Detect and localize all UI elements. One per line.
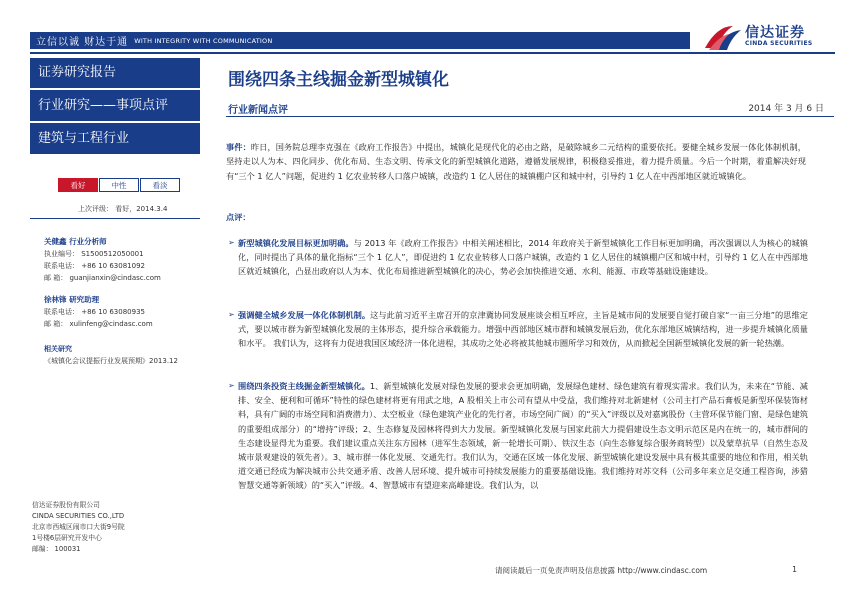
analyst-2 xyxy=(44,294,153,330)
company-info xyxy=(32,500,125,555)
top-divider xyxy=(30,52,835,54)
subhead-divider xyxy=(226,116,834,117)
related-research-item[interactable]: 《城镇化会议提振行业发展预期》2013.12 xyxy=(44,357,178,365)
logo-en: CINDA SECURITIES xyxy=(745,40,813,47)
analyst-2-email[interactable]: 邮 箱： xulinfeng@cindasc.com xyxy=(44,320,153,328)
point-2 xyxy=(238,308,808,351)
analyst-1-phone: 联系电话： +86 10 63081092 xyxy=(44,262,145,270)
industry-label: 建筑与工程行业 xyxy=(30,123,200,154)
point-1-text: 与 2013 年《政府工作报告》中相关阐述相比，2014 年政府关于新型城镇化工作目标更加明确，再次强调以人为核心的城镇化，同时提出了具体的量化指标“三个 1 亿人”，即促进约 1 亿农业转移人口落户城镇，改造约 1 亿人居住的城镇棚户区和城中村，引导约 1 亿人在中西部地区就近城镇化，凸显出政府以人为本、优化布局推进新型城镇化的决心，势必会加快推进交通、水利、能源、市政等基础设施建设。 xyxy=(238,238,808,277)
event-text: 昨日，国务院总理李克强在《政府工作报告》中提出，城镇化是现代化的必由之路，是破除城乡二元结构的重要依托。要健全城乡发展一体化体制机制，坚持走以人为本、四化同步、优化布局、生态文明、传承文化的新型城镇化道路，遵循发展规律，积极稳妥推进，着力提升质量。今后一个时期，着重解决好现有“三个 1 亿人”问题，促进约 1 亿农业转移人口落户城镇，改造约 1 亿人居住的城镇棚户区和城中村，引导约 1 亿人在中西部地区就近城镇化。 xyxy=(226,142,806,181)
sidebar-divider xyxy=(30,218,200,219)
page-number: 1 xyxy=(792,565,798,574)
analyst-2-name: 徐林锋 研究助理 xyxy=(44,295,100,304)
event-label: 事件： xyxy=(226,142,251,152)
report-title: 围绕四条主线掘金新型城镇化 xyxy=(228,70,449,90)
rating-neutral: 中性 xyxy=(99,178,139,192)
analyst-2-phone: 联系电话： +86 10 63080935 xyxy=(44,308,145,316)
point-3-title: 围绕四条投资主线掘金新型城镇化。 xyxy=(238,381,370,391)
last-rating: 上次评级： 看好，2014.3.4 xyxy=(78,205,168,213)
section-subhead: 行业新闻点评 xyxy=(228,105,288,116)
bullet-arrow-icon: ➢ xyxy=(228,381,235,390)
analyst-1-id: 执业编号： S1500512050001 xyxy=(44,250,144,258)
rating-negative: 看淡 xyxy=(140,178,180,192)
analyst-1 xyxy=(44,236,161,284)
company-postcode: 邮编： 100031 xyxy=(32,545,81,553)
cinda-logo xyxy=(703,20,833,54)
bullet-arrow-icon: ➢ xyxy=(228,310,235,319)
analyst-1-email[interactable]: 邮 箱： guanjianxin@cindasc.com xyxy=(44,274,161,282)
slogan-en: WITH INTEGRITY WITH COMMUNICATION xyxy=(134,36,273,45)
report-category-label: 行业研究——事项点评 xyxy=(30,90,200,121)
rating-row xyxy=(58,178,181,192)
related-research xyxy=(44,343,178,367)
analyst-1-name: 关健鑫 行业分析师 xyxy=(44,237,107,246)
disclaimer-footer[interactable]: 请阅读最后一页免责声明及信息披露 http://www.cindasc.com xyxy=(495,566,708,575)
rating-positive: 看好 xyxy=(58,178,98,192)
slogan-cn: 立信以诚 财达于通 xyxy=(36,37,129,48)
point-1 xyxy=(238,236,808,279)
logo-cn: 信达证券 xyxy=(745,25,805,41)
top-banner xyxy=(0,0,842,55)
company-address-2: 1号楼6层研究开发中心 xyxy=(32,534,102,542)
report-date: 2014 年 3 月 6 日 xyxy=(748,104,824,114)
comment-label: 点评： xyxy=(226,212,251,222)
company-address-1: 北京市西城区闹市口大街9号院 xyxy=(32,523,125,531)
bullet-arrow-icon: ➢ xyxy=(228,238,235,247)
sidebar xyxy=(30,58,200,595)
company-name-en: CINDA SECURITIES CO.,LTD xyxy=(32,512,125,520)
point-1-title: 新型城镇化发展目标更加明确。 xyxy=(238,238,354,248)
event-paragraph xyxy=(226,140,806,183)
related-research-head: 相关研究 xyxy=(44,345,72,353)
report-type-label: 证券研究报告 xyxy=(30,58,200,88)
comment-heading xyxy=(226,210,806,224)
slogan-bar xyxy=(30,32,690,49)
point-2-text: 这与此前习近平主席召开的京津冀协同发展座谈会相互呼应，主旨是城市间的发展要自觉打破自家“一亩三分地”的思维定式，要以城市群为新型城镇化发展的主体形态，提升综合承载能力。增强中西部地区城市群和城镇发展后劲，优化东部地区城镇结构，进一步提升城镇化质量和水平。 我们认为，这将有力促进我国区域经济一体化进程，其成功之处必将被其他城市圈所学习和效仿，从而掀起全国新型城镇化发展的新一轮热潮。 xyxy=(238,310,808,349)
point-3-text: 1、新型城镇化发展对绿色发展的要求会更加明确，发展绿色建材、绿色建筑有着现实需求。我们认为，未来在“节能、减排、安全、便利和可循环”特性的绿色建材将更有用武之地，A 股相关上市公司有望从中受益，我们维持对北新建材（公司主打产品石膏板是新型环保装饰材料，具有广阔的市场空间和消费潜力）、太空板业（绿色建筑产业化的先行者，市场空间广阔）的“买入”评级以及对嘉寓股份（主营环保节能门窗、是绿色建筑的重要组成部分）的“增持”评级；2、生态修复及园林将得到大力发展。新型城镇化发展与国家此前大力提倡建设生态文明示范区是内在统一的，城市群间的生态建设显得尤为重要。我们建议重点关注东方园林（进军生态领域，新一轮增长可期）、铁汉生态（向生态修复综合服务商转型）以及蒙草抗旱（自然生态及城市景观建设的领先者）。3、城市群一体化发展、交通先行。我们认为，交通在区域一体化发展、新型城镇化建设发展中具有极其重要的地位和作用，相关轨道交通已经成为解决城市公共交通矛盾、改善人居环境、提升城市可持续发展能力的重要基础设施。我们维持对苏交科（公司多年来立足交通工程咨询，涉猎智慧交通等新领域）的“买入”评级。4、智慧城市有望迎来高峰建设。我们认为，以 xyxy=(238,381,808,491)
cinda-logo-icon xyxy=(703,22,743,52)
company-name-cn: 信达证券股份有限公司 xyxy=(32,501,100,509)
point-3 xyxy=(238,379,808,493)
point-2-title: 强调健全城乡发展一体化体制机制。 xyxy=(238,310,371,320)
